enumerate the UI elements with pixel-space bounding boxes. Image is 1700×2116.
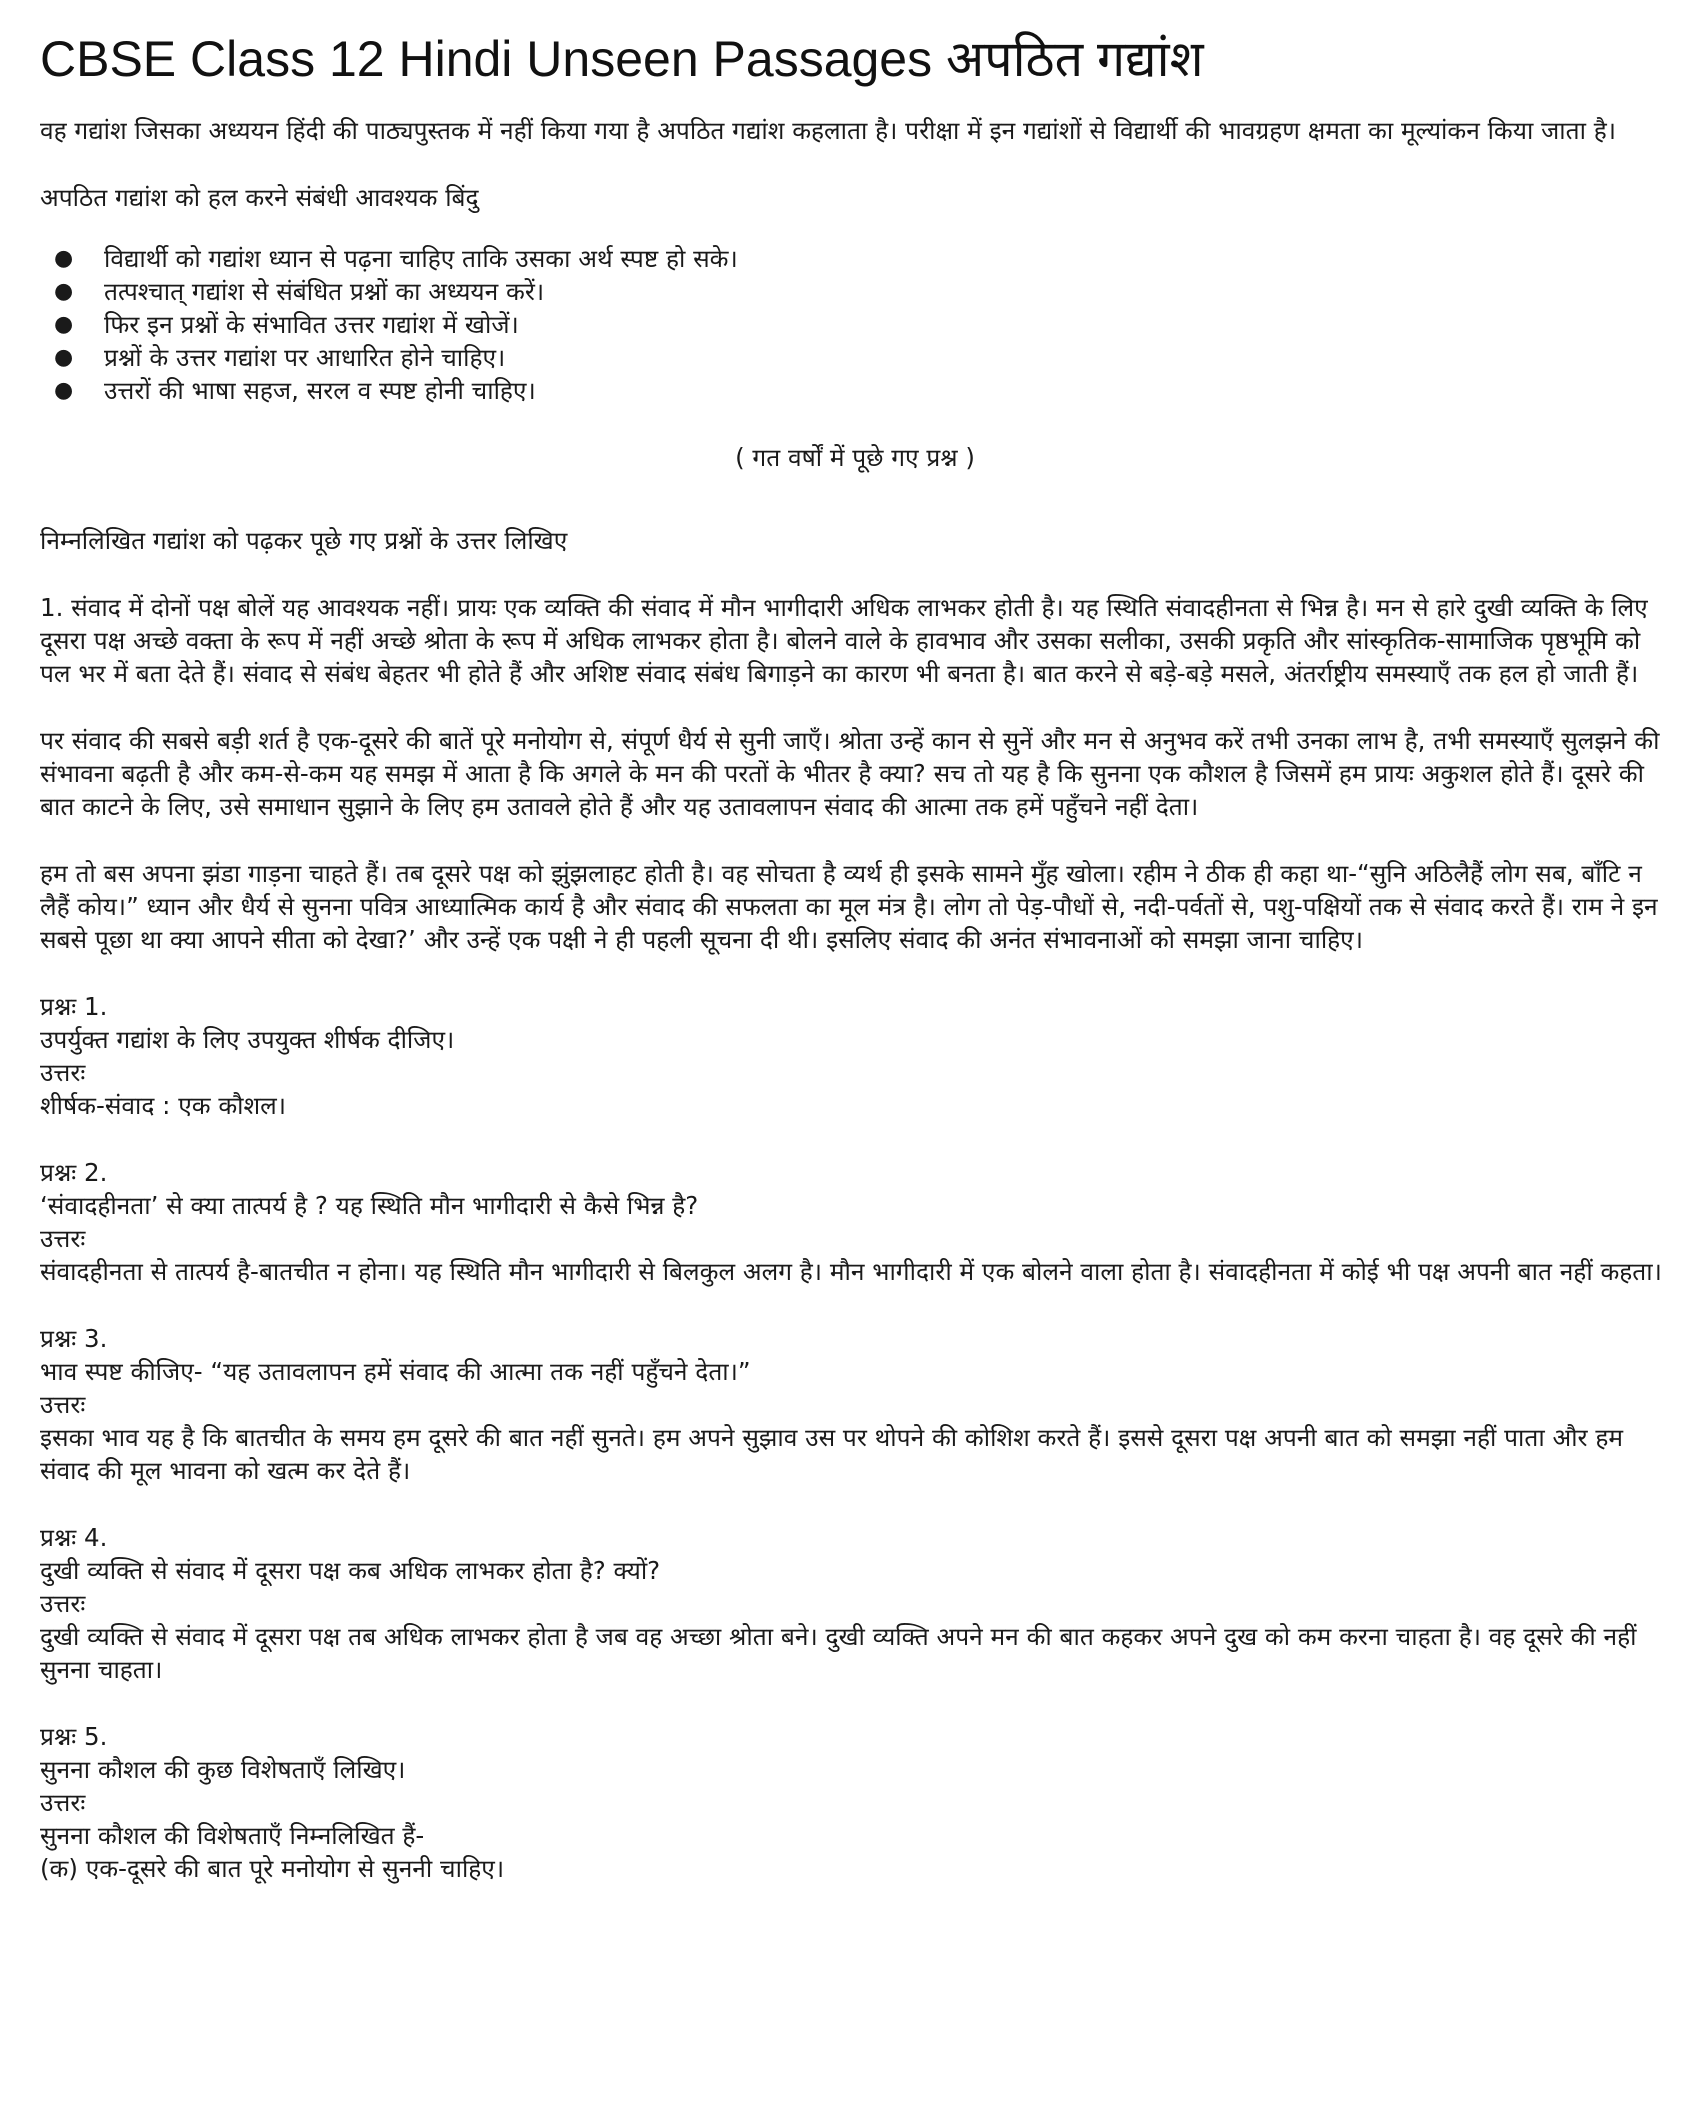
bullet-icon: ● <box>54 312 74 337</box>
answer-label: उत्तरः <box>40 1589 86 1618</box>
question-text: उपर्युक्त गद्यांश के लिए उपयुक्त शीर्षक दीजिए। <box>40 1025 455 1054</box>
list-item: ● विद्यार्थी को गद्यांश ध्यान से पढ़ना चाहिए ताकि उसका अर्थ स्पष्ट हो सके। <box>54 244 738 273</box>
answer-label: उत्तरः <box>40 1390 86 1419</box>
qa-block <box>40 990 1670 1122</box>
bullet-icon: ● <box>54 279 74 304</box>
passage-paragraph: 1. संवाद में दोनों पक्ष बोलें यह आवश्यक नहीं। प्रायः एक व्यक्ति की संवाद में मौन भागीदारी अधिक लाभकर होती है। यह स्थिति संवादहीनता से भिन्न है। मन से हारे दुखी व्यक्ति के लिए दूसरा पक्ष अच्छे वक्ता के रूप में नहीं अच्छे श्रोता के रूप में अधिक लाभकर होता है। बोलने वाले के हावभाव और उसका सलीका, उसकी प्रकृति और सांस्कृतिक-सामाजिक पृष्ठभूमि को पल भर में बता देते हैं। संवाद से संबंध बेहतर भी होते हैं और अशिष्ट संवाद संबंध बिगाड़ने का कारण भी बनता है। बात करने से बड़े-बड़े मसले, अंतर्राष्ट्रीय समस्याएँ तक हल हो जाती हैं। <box>40 593 1648 688</box>
qa-block <box>40 1156 1670 1288</box>
passage-paragraph: पर संवाद की सबसे बड़ी शर्त है एक-दूसरे की बातें पूरे मनोयोग से, संपूर्ण धैर्य से सुनी जाएँ। श्रोता उन्हें कान से सुनें और मन से अनुभव करें तभी उनका लाभ है, तभी समस्याएँ सुलझने की संभावना बढ़ती है और कम-से-कम यह समझ में आता है कि अगले के मन की परतों के भीतर है क्या? सच तो यह है कि सुनना एक कौशल है जिसमें हम प्रायः अकुशल होते हैं। दूसरे की बात काटने के लिए, उसे समाधान सुझाने के लिए हम उतावले होते हैं और यह उतावलापन संवाद की आत्मा तक हमें पहुँचने नहीं देता। <box>40 726 1660 821</box>
bullet-icon: ● <box>54 345 74 370</box>
qa-block <box>40 1720 1670 1885</box>
qa-block <box>40 1521 1670 1686</box>
page-title: CBSE Class 12 Hindi Unseen Passages अपठित गद्यांश <box>40 31 1204 87</box>
qa-block <box>40 1322 1670 1487</box>
document-page <box>40 26 1670 1919</box>
list-item: ● फिर इन प्रश्नों के संभावित उत्तर गद्यांश में खोजें। <box>54 310 519 339</box>
points-heading: अपठित गद्यांश को हल करने संबंधी आवश्यक बिंदु <box>40 183 479 212</box>
question-text: सुनना कौशल की कुछ विशेषताएँ लिखिए। <box>40 1755 406 1784</box>
points-list <box>40 242 1670 407</box>
intro-paragraph: वह गद्यांश जिसका अध्ययन हिंदी की पाठ्यपुस्तक में नहीं किया गया है अपठित गद्यांश कहलाता है। परीक्षा में इन गद्यांशों से विद्यार्थी की भावग्रहण क्षमता का मूल्यांकन किया जाता है। <box>40 116 1617 145</box>
list-item: ● उत्तरों की भाषा सहज, सरल व स्पष्ट होनी चाहिए। <box>54 376 536 405</box>
answer-label: उत्तरः <box>40 1224 86 1253</box>
question-text: भाव स्पष्ट कीजिए- “यह उतावलापन हमें संवाद की आत्मा तक नहीं पहुँचने देता।” <box>40 1357 751 1386</box>
answer-text-extra: (क) एक-दूसरे की बात पूरे मनोयोग से सुननी चाहिए। <box>40 1854 505 1883</box>
instruction-text: निम्नलिखित गद्यांश को पढ़कर पूछे गए प्रश्नों के उत्तर लिखिए <box>40 526 568 555</box>
bullet-icon: ● <box>54 246 74 271</box>
answer-text: सुनना कौशल की विशेषताएँ निम्नलिखित हैं- <box>40 1821 425 1850</box>
question-label: प्रश्नः 3. <box>40 1324 108 1353</box>
question-text: दुखी व्यक्ति से संवाद में दूसरा पक्ष कब अधिक लाभकर होता है? क्यों? <box>40 1556 661 1585</box>
question-label: प्रश्नः 5. <box>40 1722 108 1751</box>
list-item: ● तत्पश्चात् गद्यांश से संबंधित प्रश्नों का अध्ययन करें। <box>54 277 545 306</box>
question-label: प्रश्नः 1. <box>40 992 108 1021</box>
answer-label: उत्तरः <box>40 1058 86 1087</box>
question-text: ‘संवादहीनता’ से क्या तात्पर्य है ? यह स्थिति मौन भागीदारी से कैसे भिन्न है? <box>40 1191 699 1220</box>
answer-text: इसका भाव यह है कि बातचीत के समय हम दूसरे की बात नहीं सुनते। हम अपने सुझाव उस पर थोपने की कोशिश करते हैं। इससे दूसरा पक्ष अपनी बात को समझा नहीं पाता और हम संवाद की मूल भावना को खत्म कर देते हैं। <box>40 1423 1624 1485</box>
bullet-icon: ● <box>54 378 74 403</box>
past-years-note: ( गत वर्षों में पूछे गए प्रश्न ) <box>735 443 975 472</box>
question-label: प्रश्नः 2. <box>40 1158 108 1187</box>
answer-text: शीर्षक-संवाद : एक कौशल। <box>40 1091 287 1120</box>
list-item: ● प्रश्नों के उत्तर गद्यांश पर आधारित होने चाहिए। <box>54 343 506 372</box>
answer-text: दुखी व्यक्ति से संवाद में दूसरा पक्ष तब अधिक लाभकर होता है जब वह अच्छा श्रोता बने। दुखी व्यक्ति अपने मन की बात कहकर अपने दुख को कम करना चाहता है। वह दूसरे की नहीं सुनना चाहता। <box>40 1622 1637 1684</box>
passage-paragraph: हम तो बस अपना झंडा गाड़ना चाहते हैं। तब दूसरे पक्ष को झुंझलाहट होती है। वह सोचता है व्यर्थ ही इसके सामने मुँह खोला। रहीम ने ठीक ही कहा था-“सुनि अठिलैहैं लोग सब, बाँटि न लैहैं कोय।” ध्यान और धैर्य से सुनना पवित्र आध्यात्मिक कार्य है और संवाद की सफलता का मूल मंत्र है। लोग तो पेड़-पौधों से, नदी-पर्वतों से, पशु-पक्षियों तक से संवाद करते हैं। राम ने इन सबसे पूछा था क्या आपने सीता को देखा?’ और उन्हें एक पक्षी ने ही पहली सूचना दी थी। इसलिए संवाद की अनंत संभावनाओं को समझा जाना चाहिए। <box>40 859 1658 954</box>
answer-label: उत्तरः <box>40 1788 86 1817</box>
answer-text: संवादहीनता से तात्पर्य है-बातचीत न होना। यह स्थिति मौन भागीदारी से बिलकुल अलग है। मौन भागीदारी में एक बोलने वाला होता है। संवादहीनता में कोई भी पक्ष अपनी बात नहीं कहता। <box>40 1257 1662 1286</box>
question-label: प्रश्नः 4. <box>40 1523 108 1552</box>
